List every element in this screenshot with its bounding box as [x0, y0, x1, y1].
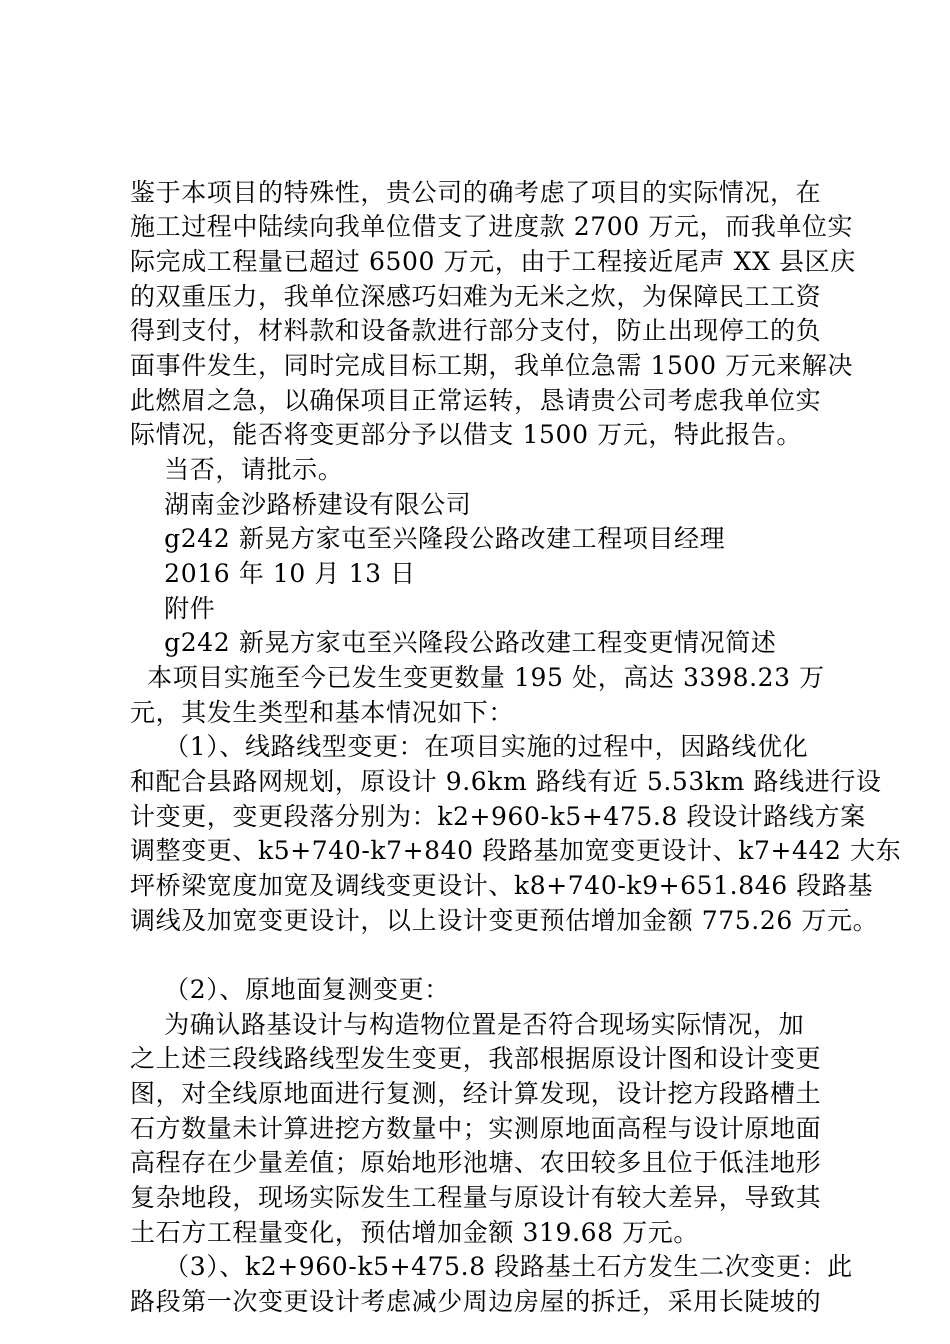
text-line: 之上述三段线路线型发生变更，我部根据原设计图和设计变更 [130, 1044, 822, 1073]
text-line: 计变更，变更段落分别为：k2+960-k5+475.8 段设计路线方案 [130, 802, 866, 831]
text-line: 坪桥梁宽度加宽及调线变更设计、k8+740-k9+651.846 段路基 [130, 871, 874, 900]
text-line: 土石方工程量变化，预估增加金额 319.68 万元。 [130, 1218, 699, 1247]
text-line: 图，对全线原地面进行复测，经计算发现，设计挖方段路槽土 [130, 1079, 822, 1108]
text-line: 2016 年 10 月 13 日 [130, 559, 416, 588]
text-line: 施工过程中陆续向我单位借支了进度款 2700 万元，而我单位实 [130, 212, 854, 241]
text-line: 和配合县路网规划，原设计 9.6km 路线有近 5.53km 路线进行设 [130, 767, 882, 796]
text-line: 本项目实施至今已发生变更数量 195 处，高达 3398.23 万 [130, 663, 825, 692]
text-line: 当否，请批示。 [130, 455, 344, 484]
text-line: 面事件发生，同时完成目标工期，我单位急需 1500 万元来解决 [130, 351, 854, 380]
text-line: 际完成工程量已超过 6500 万元，由于工程接近尾声 XX 县区庆 [130, 247, 856, 276]
text-line: 高程存在少量差值；原始地形池塘、农田较多且位于低洼地形 [130, 1148, 822, 1177]
text-line: 石方数量未计算进挖方数量中；实测原地面高程与设计原地面 [130, 1114, 822, 1143]
text-line: 湖南金沙路桥建设有限公司 [130, 490, 472, 519]
text-line: 得到支付，材料款和设备款进行部分支付，防止出现停工的负 [130, 316, 822, 345]
text-line: 调整变更、k5+740-k7+840 段路基加宽变更设计、k7+442 大东 [130, 836, 902, 865]
text-line: 鉴于本项目的特殊性，贵公司的确考虑了项目的实际情况，在 [130, 178, 822, 207]
text-line: 元，其发生类型和基本情况如下： [130, 698, 515, 727]
text-line: g242 新晃方家屯至兴隆段公路改建工程项目经理 [130, 524, 726, 553]
text-line: 复杂地段，现场实际发生工程量与原设计有较大差异，导致其 [130, 1183, 822, 1212]
text-line: 为确认路基设计与构造物位置是否符合现场实际情况，加 [130, 1010, 805, 1039]
text-line: 此燃眉之急，以确保项目正常运转，恳请贵公司考虑我单位实 [130, 386, 822, 415]
text-line: 的双重压力，我单位深感巧妇难为无米之炊，为保障民工工资 [130, 282, 822, 311]
text-line: 际情况，能否将变更部分予以借支 1500 万元，特此报告。 [130, 420, 802, 449]
text-line: 路段第一次变更设计考虑减少周边房屋的拆迁，采用长陡坡的 [130, 1287, 822, 1316]
text-line: 调线及加宽变更设计，以上设计变更预估增加金额 775.26 万元。 [130, 906, 879, 935]
text-line: （3）、k2+960-k5+475.8 段路基土石方发生二次变更：此 [130, 1252, 853, 1281]
text-line: （1）、线路线型变更：在项目实施的过程中，因路线优化 [130, 732, 809, 761]
text-line: g242 新晃方家屯至兴隆段公路改建工程变更情况简述 [130, 628, 777, 657]
text-line: （2）、原地面复测变更： [130, 975, 450, 1004]
text-line: 附件 [130, 594, 216, 623]
